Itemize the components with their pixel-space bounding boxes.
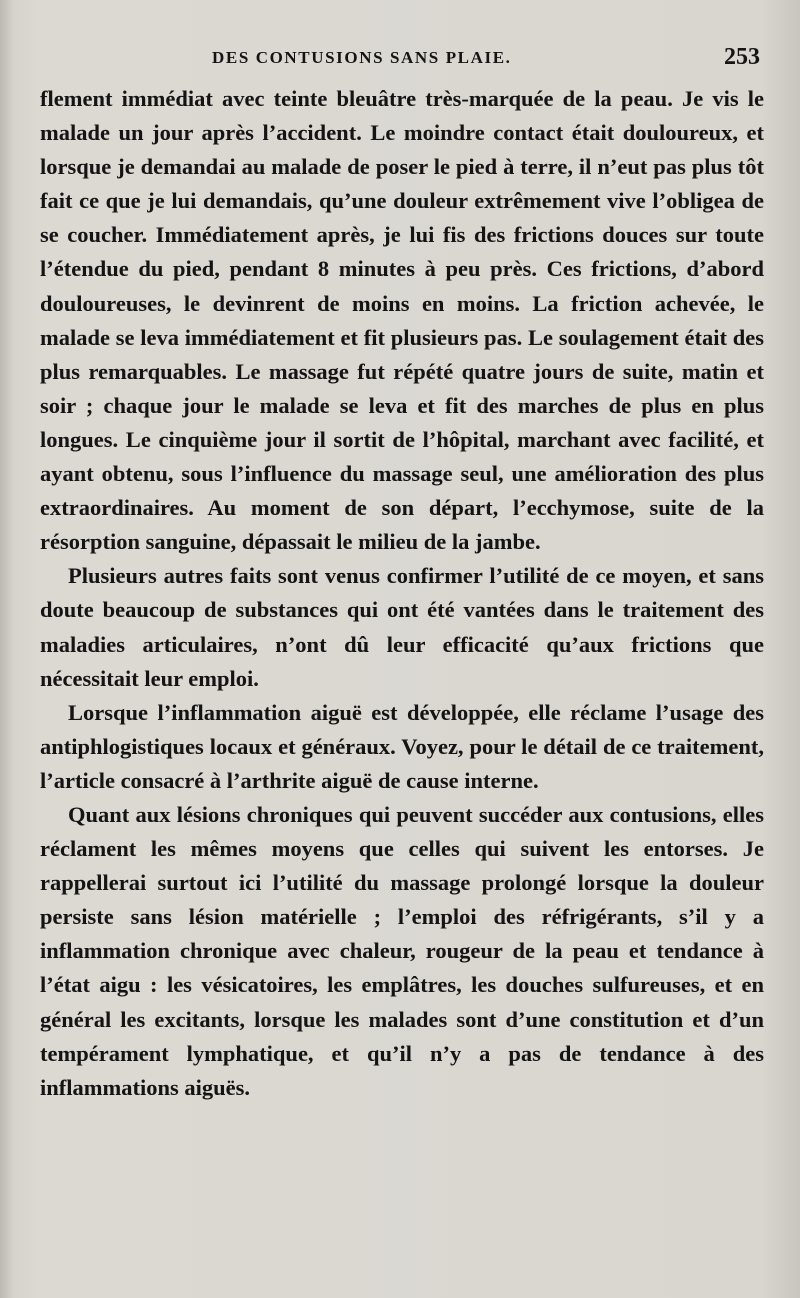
paragraph: Quant aux lésions chroniques qui peuvent succéder aux contusions, elles réclament les mêmes moyens que celles qui suivent les entorses. Je rappellerai surtout ici l’utilité du massage prolongé lorsque la douleur persiste sans lésion matérielle ; l’emploi des réfrigérants, s’il y a inflammation chronique avec chaleur, rougeur de la peau et tendance à l’état aigu : les vésicatoires, les emplâtres, les douches sulfureuses, et en général les excitants, lorsque les malades sont d’une constitution et d’un tempérament lymphatique, et qu’il n’y a pas de tendance à des inflammations aiguës. bbox=[40, 801, 764, 1100]
paragraph: Plusieurs autres faits sont venus confirmer l’utilité de ce moyen, et sans doute beaucoup de substances qui ont été vantées dans le traitement des maladies articulaires, n’ont dû leur efficacité qu’aux frictions que nécessitait leur emploi. bbox=[40, 563, 764, 691]
page-number: 253 bbox=[724, 44, 760, 70]
page-header bbox=[40, 44, 760, 74]
paragraph-continuation: flement immédiat avec teinte bleuâtre très-marquée de la peau. Je vis le malade un jour après l’accident. Le moindre contact était douloureux, et lorsque je demandai au malade de poser le pied à terre, il n’eut pas plus tôt fait ce que je lui demandais, qu’une douleur extrêmement vive l’obligea de se coucher. Immédiatement après, je lui fis des frictions douces sur toute l’étendue du pied, pendant 8 minutes à peu près. Ces frictions, d’abord douloureuses, le devinrent de moins en moins. La friction achevée, le malade se leva immédiatement et fit plusieurs pas. Le soulagement était des plus remarquables. Le massage fut répété quatre jours de suite, matin et soir ; chaque jour le malade se leva et fit des marches de plus en plus longues. Le cinquième jour il sortit de l’hôpital, marchant avec facilité, et ayant obtenu, sous l’influence du massage seul, une amélioration des plus extraordinaires. Au moment de son départ, l’ecchymose, suite de la résorption sanguine, dépassait le milieu de la jambe. bbox=[40, 86, 764, 555]
running-head: DES CONTUSIONS SANS PLAIE. bbox=[212, 48, 512, 67]
paragraph: Lorsque l’inflammation aiguë est développée, elle réclame l’usage des antiphlogistiques locaux et généraux. Voyez, pour le détail de ce traitement, l’article consacré à l’arthrite aiguë de cause interne. bbox=[40, 699, 764, 793]
body-text bbox=[40, 82, 764, 1105]
